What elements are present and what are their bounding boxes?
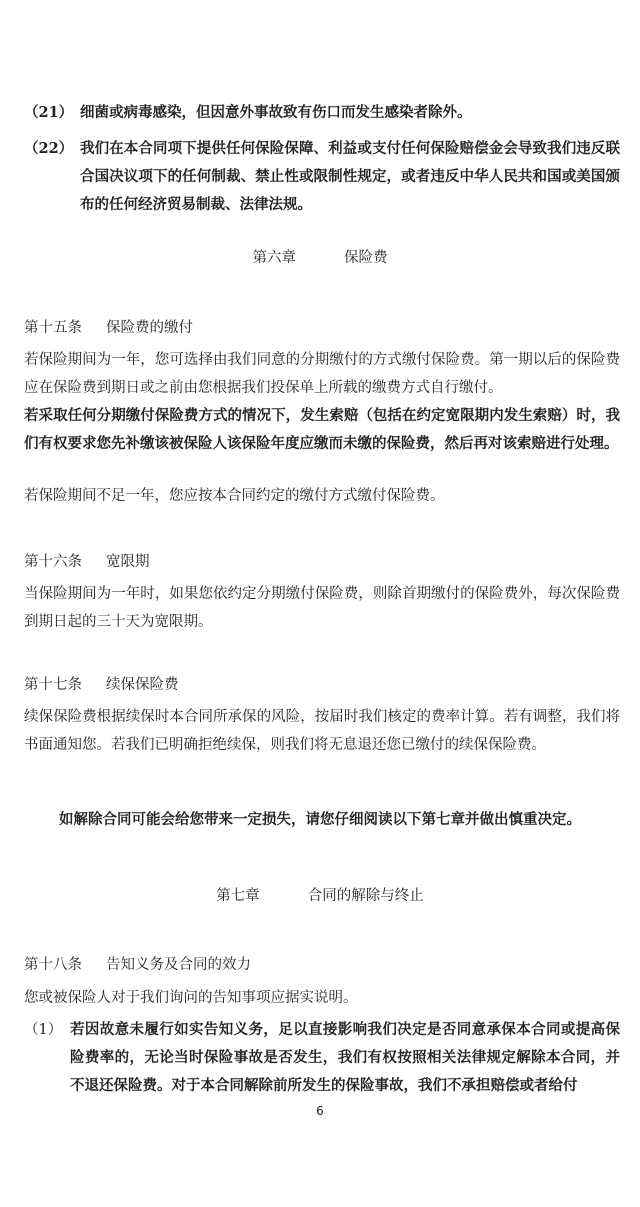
article-number: 第十八条 (24, 957, 82, 973)
article-title: 保险费的缴付 (106, 320, 193, 336)
article-18-item-1 (24, 1016, 620, 1100)
exclusion-item-21 (24, 99, 620, 127)
article-number: 第十六条 (24, 554, 82, 570)
item-number: （22） (24, 140, 74, 157)
article-18-heading (24, 953, 251, 977)
article-title: 告知义务及合同的效力 (106, 957, 251, 973)
chapter-title: 合同的解除与终止 (307, 888, 424, 904)
item-text: 若因故意未履行如实告知义务，足以直接影响我们决定是否同意承保本合同或提高保险费率的，无论当时保险事故是否发生，我们有权按照相关法律规定解除本合同，并不退还保险费。对于本合同解除前所发生的保险事故，我们不承担赔偿或者给付 (70, 1021, 620, 1094)
article-16-paragraph-1: 当保险期间为一年时，如果您依约定分期缴付保险费，则除首期缴付的保险费外，每次保险费到期日起的三十天为宽限期。 (24, 586, 620, 630)
article-15-paragraph-2: 若采取任何分期缴付保险费方式的情况下，发生索赔（包括在约定宽限期内发生索赔）时，我们有权要求您先补缴该被保险人该保险年度应缴而未缴的保险费，然后再对该索赔进行处理。 (24, 407, 620, 452)
article-17-paragraph-1: 续保保险费根据续保时本合同所承保的风险，按届时我们核定的费率计算。若有调整，我们将书面通知您。若我们已明确拒绝续保，则我们将无息退还您已缴付的续保保险费。 (24, 709, 620, 753)
article-18-paragraph-1: 您或被保险人对于我们询问的告知事项应据实说明。 (24, 990, 358, 1006)
chapter-number: 第七章 (216, 888, 260, 904)
article-title: 续保保险费 (106, 677, 179, 693)
article-number: 第十五条 (24, 320, 82, 336)
article-17-heading (24, 673, 179, 697)
chapter-title: 保险费 (344, 250, 388, 266)
article-15-paragraph-1: 若保险期间为一年，您可选择由我们同意的分期缴付的方式缴付保险费。第一期以后的保险费应在保险费到期日或之前由您根据我们投保单上所载的缴费方式自行缴付。 (24, 352, 620, 396)
article-15-heading (24, 316, 193, 340)
exclusion-item-22 (24, 135, 620, 219)
chapter-number: 第六章 (252, 250, 296, 266)
article-title: 宽限期 (106, 554, 150, 570)
chapter-7-heading (0, 884, 640, 908)
article-number: 第十七条 (24, 677, 82, 693)
item-text: 我们在本合同项下提供任何保险保障、利益或支付任何保险赔偿金会导致我们违反联合国决议项下的任何制裁、禁止性或限制性规定，或者违反中华人民共和国或美国颁布的任何经济贸易制裁、法律法规。 (80, 140, 620, 213)
article-16-heading (24, 550, 150, 574)
item-text: 细菌或病毒感染，但因意外事故致有伤口而发生感染者除外。 (80, 104, 472, 121)
article-15-paragraph-3: 若保险期间不足一年，您应按本合同约定的缴付方式缴付保险费。 (24, 488, 445, 504)
item-number: （1） (24, 1022, 63, 1038)
termination-notice: 如解除合同可能会给您带来一定损失，请您仔细阅读以下第七章并做出慎重决定。 (59, 812, 581, 828)
item-number: （21） (24, 104, 74, 121)
page-number: 6 (316, 1104, 324, 1118)
chapter-6-heading (0, 246, 640, 270)
